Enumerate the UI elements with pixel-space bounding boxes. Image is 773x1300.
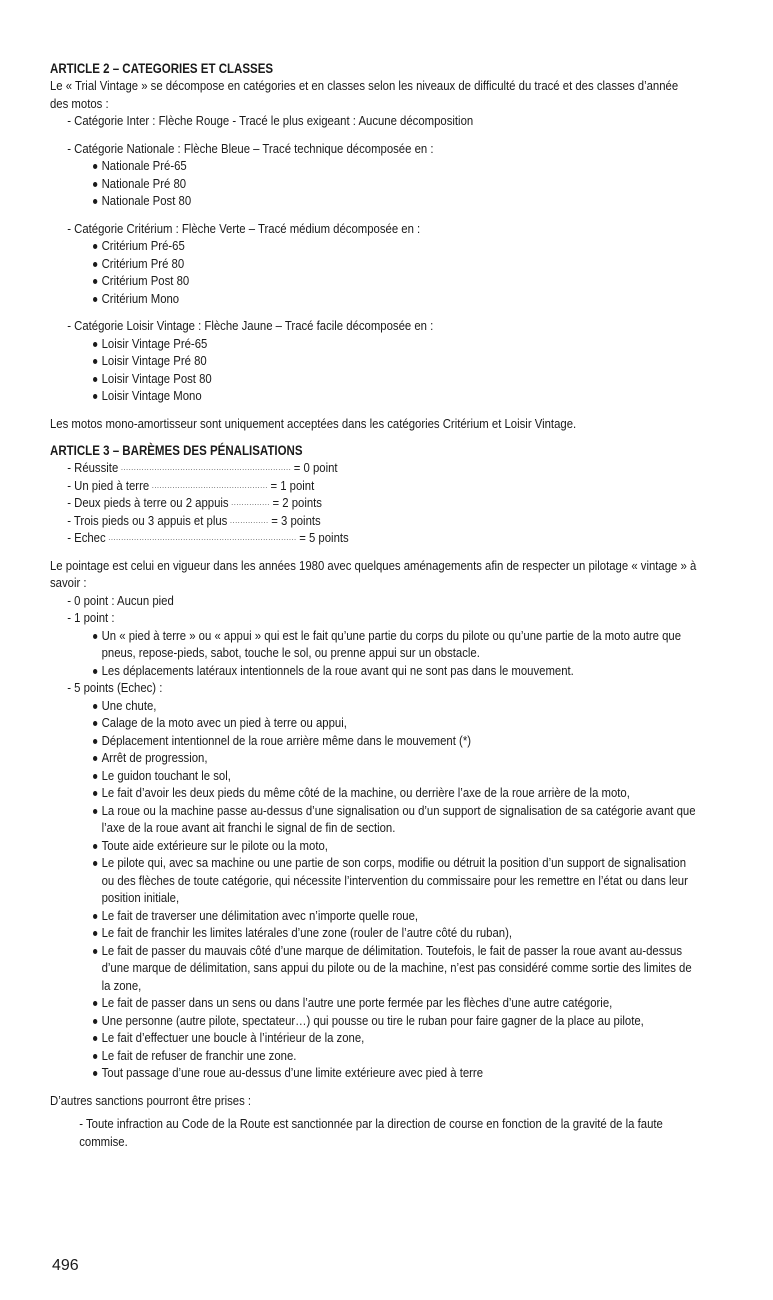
category-criterium: - Catégorie Critérium : Flèche Verte – Tracé médium décomposée en : (67, 220, 421, 236)
penalty-label: - Deux pieds à terre ou 2 appuis (67, 495, 229, 510)
penalty-row (50, 477, 699, 495)
penalty-leader: ............... (231, 497, 270, 507)
five-point-rule: - 5 points (Echec) : (67, 680, 163, 695)
list-item: Le fait de franchir les limites latérales d’une zone (rouler de l’autre côté du ruban), (93, 924, 699, 942)
list-item: Tout passage d’une roue au-dessus d’une limite extérieure avec pied à terre (93, 1064, 699, 1082)
category-criterium-list (50, 237, 699, 307)
list-item: Critérium Post 80 (93, 272, 699, 290)
sanctions-intro: D’autres sanctions pourront être prises : (50, 1092, 252, 1108)
penalty-leader: ............... (229, 514, 269, 525)
list-item: Arrêt de progression, (93, 749, 699, 767)
penalty-label: - Un pied à terre (67, 477, 150, 493)
five-point-list (50, 697, 699, 1082)
penalty-row (50, 459, 699, 477)
list-item: Une chute, (93, 697, 699, 715)
article-2-intro: Le « Trial Vintage » se décompose en catégories et en classes selon les niveaux de difficulté du tracé et des classes d’année des motos : (50, 78, 679, 111)
penalty-value: = 0 point (293, 460, 338, 475)
document-page (50, 60, 700, 1150)
list-item: Le guidon touchant le sol, (93, 767, 699, 785)
list-item: Les déplacements latéraux intentionnels de la roue avant qui ne sont pas dans le mouvement. (93, 662, 699, 680)
list-item: Loisir Vintage Pré 80 (93, 352, 699, 370)
list-item: Le pilote qui, avec sa machine ou une partie de son corps, modifie ou détruit la position d’un support de signalisation ou des flèches de toute catégorie, qui nécessite l’intervention du commissaire pour les remettre en l’état ou dans leur position initiale, (93, 854, 699, 907)
document-body (50, 60, 699, 1150)
list-item: Une personne (autre pilote, spectateur…) qui pousse ou tire le ruban pour faire gagner de la place au pilote, (93, 1012, 699, 1030)
list-item: Le fait d’effectuer une boucle à l’intérieur de la zone, (93, 1029, 699, 1047)
penalty-value: = 5 points (299, 530, 349, 545)
list-item: Critérium Mono (93, 290, 699, 308)
list-item: Critérium Pré 80 (93, 255, 699, 273)
list-item: Le fait de traverser une délimitation avec n’importe quelle roue, (93, 907, 699, 925)
zero-point-rule: - 0 point : Aucun pied (67, 592, 174, 608)
list-item: Nationale Post 80 (93, 192, 699, 210)
category-loisir: - Catégorie Loisir Vintage : Flèche Jaune – Tracé facile décomposée en : (67, 318, 434, 333)
list-item: Toute aide extérieure sur le pilote ou la moto, (93, 837, 699, 855)
one-point-rule: - 1 point : (67, 610, 115, 625)
list-item: Un « pied à terre » ou « appui » qui est le fait qu’une partie du corps du pilote ou qu’une partie de la moto autre que pneus, repose-pieds, sabot, touche le sol, ou prenne appui sur un obstacle. (93, 627, 699, 662)
penalty-leader: .................................................................. (120, 462, 292, 472)
list-item: Le fait de refuser de franchir une zone. (93, 1047, 699, 1065)
list-item: Critérium Pré-65 (93, 237, 699, 255)
penalty-leader: ............................................. (151, 479, 268, 490)
sanctions-item: - Toute infraction au Code de la Route est sanctionnée par la direction de course en fonction de la gravité de la faute commise. (79, 1116, 663, 1149)
list-item: La roue ou la machine passe au-dessus d’une signalisation ou d’un support de signalisation de sa catégorie avant que l’axe de la roue avant ait franchi le signal de fin de section. (93, 802, 699, 837)
list-item: Nationale Pré 80 (93, 175, 699, 193)
list-item: Loisir Vintage Post 80 (93, 370, 699, 388)
list-item: Loisir Vintage Pré-65 (93, 335, 699, 353)
penalty-row (50, 529, 699, 547)
penalty-label: - Réussite (67, 460, 119, 475)
penalty-leader: ......................................................................... (108, 532, 297, 542)
penalty-value: = 1 point (270, 477, 315, 493)
one-point-list (50, 627, 699, 680)
category-nationale-list (50, 157, 699, 210)
penalty-label: - Echec (67, 530, 106, 545)
article-2-title: ARTICLE 2 – CATEGORIES ET CLASSES (50, 61, 274, 76)
list-item: Nationale Pré-65 (93, 157, 699, 175)
mono-note: Les motos mono-amortisseur sont uniquement acceptées dans les catégories Critérium et Loisir Vintage. (50, 415, 577, 431)
category-loisir-list (50, 335, 699, 405)
penalty-value: = 3 points (271, 512, 321, 528)
penalty-label: - Trois pieds ou 3 appuis et plus (67, 512, 228, 528)
list-item: Déplacement intentionnel de la roue arrière même dans le mouvement (*) (93, 732, 699, 750)
page-number: 496 (52, 1257, 79, 1274)
penalty-row (50, 494, 699, 512)
penalty-table (50, 459, 699, 547)
pointage-intro: Le pointage est celui en vigueur dans les années 1980 avec quelques aménagements afin de respecter un pilotage « vintage » à savoir : (50, 557, 697, 590)
list-item: Loisir Vintage Mono (93, 387, 699, 405)
penalty-row (50, 512, 699, 530)
category-nationale: - Catégorie Nationale : Flèche Bleue – Tracé technique décomposée en : (67, 140, 434, 156)
penalty-value: = 2 points (272, 495, 322, 510)
list-item: Le fait de passer du mauvais côté d’une marque de délimitation. Toutefois, le fait de passer la roue avant au-dessus d’une marque de délimitation, sans appui du pilote ou de la machine, n’est pas considéré comme sortie des limites de la zone, (93, 942, 699, 995)
list-item: Calage de la moto avec un pied à terre ou appui, (93, 714, 699, 732)
list-item: Le fait d’avoir les deux pieds du même côté de la machine, ou derrière l’axe de la roue arrière de la moto, (93, 784, 699, 802)
article-3-title: ARTICLE 3 – BARÈMES DES PÉNALISATIONS (50, 443, 303, 458)
category-inter: - Catégorie Inter : Flèche Rouge - Tracé le plus exigeant : Aucune décomposition (67, 113, 474, 128)
list-item: Le fait de passer dans un sens ou dans l’autre une porte fermée par les flèches d’une autre catégorie, (93, 994, 699, 1012)
